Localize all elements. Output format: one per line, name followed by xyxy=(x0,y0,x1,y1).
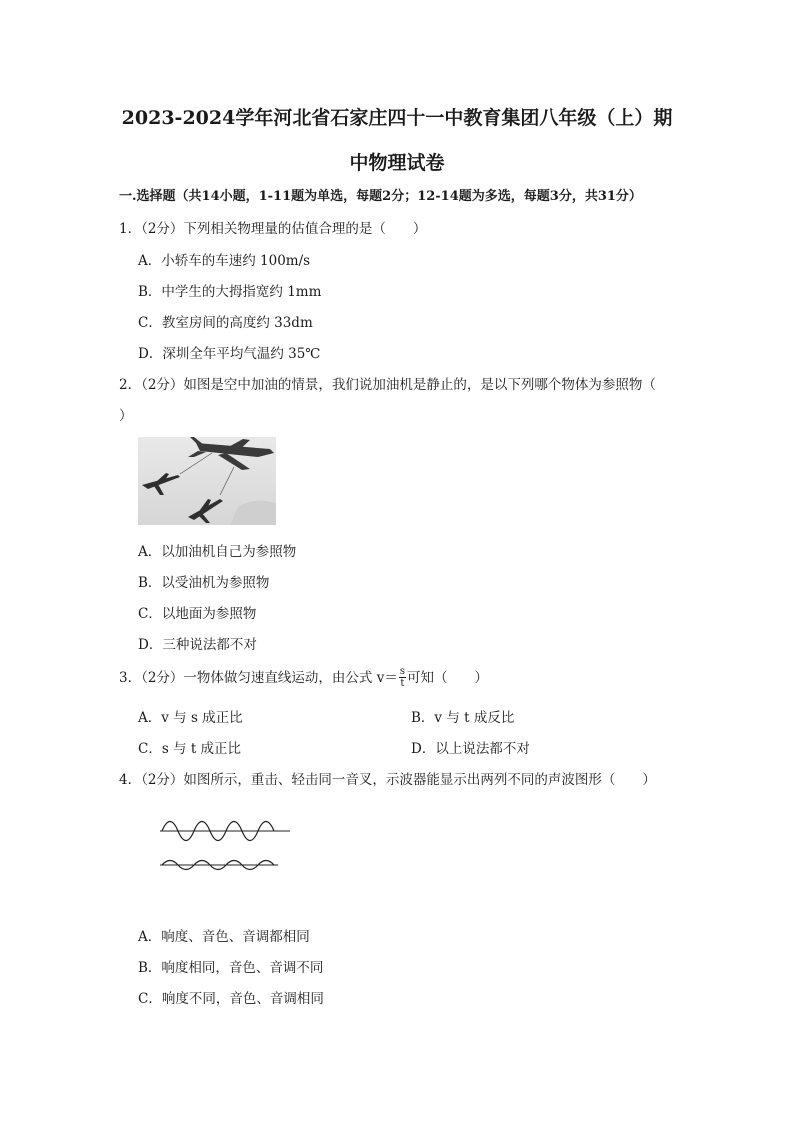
question-1-option-d: D．深圳全年平均气温约 35℃ xyxy=(138,346,321,362)
question-4-stem: 4．（2分）如图所示，重击、轻击同一音叉，示波器能显示出两列不同的声波图形（ ） xyxy=(119,772,656,788)
fraction-denominator: t xyxy=(400,678,405,689)
velocity-formula-fraction xyxy=(399,666,406,689)
question-2-option-a: A．以加油机自己为参照物 xyxy=(138,544,297,560)
question-3-option-c: C．s 与 t 成正比 xyxy=(138,741,242,757)
question-1-option-b: B．中学生的大拇指宽约 1mm xyxy=(138,284,322,300)
question-2-option-c: C．以地面为参照物 xyxy=(138,606,257,622)
exam-title-line-2: 中物理试卷 xyxy=(349,152,445,174)
section-heading: 一.选择题（共14小题，1-11题为单选，每题2分；12-14题为多选，每题3分，共31分） xyxy=(119,189,642,204)
question-4-option-b: B．响度相同，音色、音调不同 xyxy=(138,960,324,976)
question-3-option-d: D．以上说法都不对 xyxy=(411,741,530,757)
aerial-refueling-photo xyxy=(138,437,276,525)
question-3-option-a: A．v 与 s 成正比 xyxy=(138,710,243,726)
question-1-option-a: A．小轿车的车速约 100m/s xyxy=(138,253,311,269)
exam-title-line-1: 2023-2024学年河北省石家庄四十一中教育集团八年级（上）期 xyxy=(121,107,673,129)
fraction-numerator: s xyxy=(399,666,405,677)
sound-waveforms xyxy=(158,812,292,880)
question-3-stem xyxy=(119,666,488,690)
question-2-stem-continued: ） xyxy=(119,408,133,424)
question-3-option-b: B．v 与 t 成反比 xyxy=(411,710,515,726)
question-4-option-c: C．响度不同，音色、音调相同 xyxy=(138,991,324,1007)
question-3-stem-before: 3．（2分）一物体做匀速直线运动，由公式 v＝ xyxy=(119,670,398,686)
question-4-option-a: A．响度、音色、音调都相同 xyxy=(138,929,310,945)
question-2-option-d: D．三种说法都不对 xyxy=(138,637,257,653)
question-1-stem: 1．（2分）下列相关物理量的估值合理的是（ ） xyxy=(119,221,427,237)
question-2-stem: 2．（2分）如图是空中加油的情景，我们说加油机是静止的，是以下列哪个物体为参照物（ xyxy=(119,377,656,393)
question-2-option-b: B．以受油机为参照物 xyxy=(138,575,270,591)
question-3-stem-after: 可知（ ） xyxy=(407,670,488,686)
question-1-option-c: C．教室房间的高度约 33dm xyxy=(138,315,313,331)
